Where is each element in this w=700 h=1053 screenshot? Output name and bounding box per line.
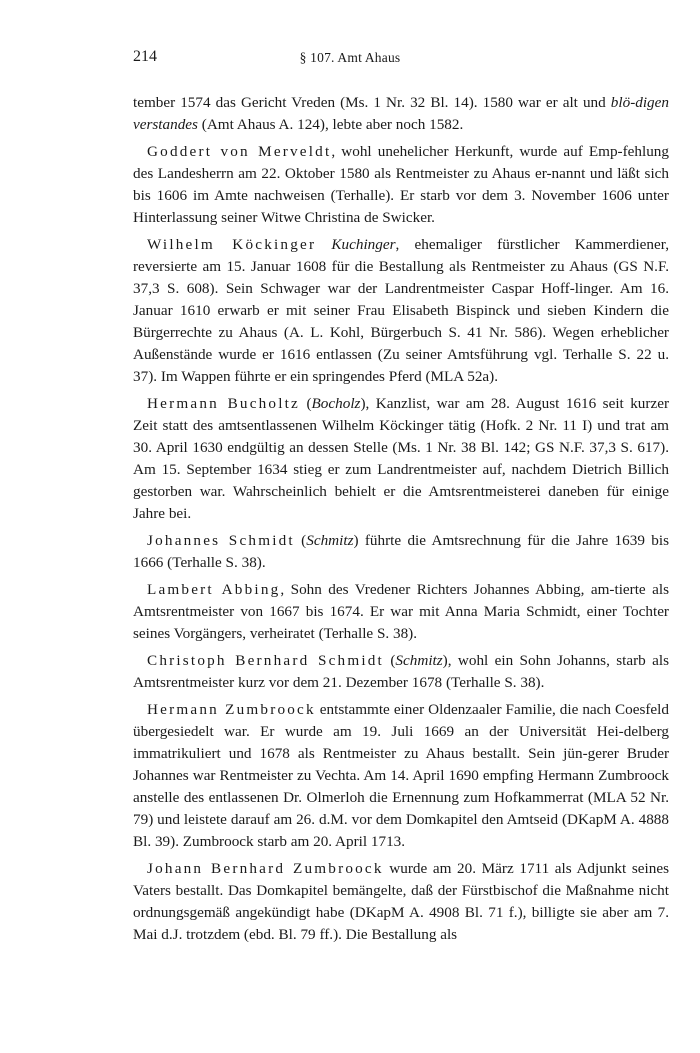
paragraph — [133, 579, 669, 645]
paragraph — [133, 393, 669, 525]
person-name: Hermann Zumbroock — [147, 701, 316, 718]
paragraph — [133, 858, 669, 946]
person-name: Wilhelm Köckinger — [147, 236, 317, 253]
text-run: ), Kanzlist, war am 28. August 1616 seit kurzer Zeit statt des amtsentlassenen Wilhelm Köckinger tätig (Hofk. 2 Nr. 11 I) und trat am 30. April 1630 endgültig an dessen Stelle (Ms. 1 Nr. 38 Bl. 142; GS N.F. 37,3 S. 617). Am 15. September 1634 stieg er zum Landrentmeister auf, nachdem Dietrich Billich gestorben war. Wahrscheinlich behielt er die Amtsrentmeisterei daneben für einige Jahre bei. — [133, 395, 670, 522]
italic-term: Schmitz — [306, 532, 354, 549]
paragraph — [133, 650, 669, 694]
text-run: ( — [300, 395, 312, 412]
person-name: Lambert Abbing — [147, 581, 281, 598]
person-name: Hermann Bucholtz — [147, 395, 300, 412]
text-run: ( — [294, 532, 307, 549]
text-run: ), wohl ein Sohn Johanns, starb als Amtsrentmeister kurz vor dem 21. Dezember 1678 (Terhalle S. 38). — [133, 652, 670, 691]
text-run: tember 1574 das Gericht Vreden (Ms. 1 Nr. 32 Bl. 14). 1580 war er alt und — [133, 94, 611, 111]
person-name: Christoph Bernhard Schmidt — [147, 652, 384, 669]
text-run: ) führte die Amtsrechnung für die Jahre 1639 bis 1666 (Terhalle S. 38). — [133, 532, 669, 571]
page-number: 214 — [133, 48, 157, 65]
running-head: § 107. Amt Ahaus — [299, 50, 401, 65]
person-name: Goddert von Merveldt — [147, 143, 332, 160]
text-run: (Amt Ahaus A. 124), lebte aber noch 1582. — [197, 116, 464, 133]
text-run: , wohl unehelicher Herkunft, wurde auf Emp-fehlung des Landesherrn am 22. Oktober 1580 als Rentmeister zu Ahaus er-nannt und läßt sich bis 1606 im Amte nachweisen (Terhalle). Er starb vor dem 3. November 1606 unter Hinterlassung seiner Witwe Christina de Swicker. — [133, 143, 669, 226]
text-run: ( — [383, 652, 396, 669]
italic-term: Schmitz — [395, 652, 443, 669]
text-run: wurde am 20. März 1711 als Adjunkt seines Vaters bestallt. Das Domkapitel bemängelte, daß der Fürstbischof die Maßnahme nicht ordnungsgemäß angekündigt habe (DKapM A. 4908 Bl. 71 f.), billigte sie aber am 7. Mai d.J. trotzdem (ebd. Bl. 79 ff.). Die Bestallung als — [133, 860, 669, 943]
italic-term: blö-digen verstandes — [133, 94, 669, 133]
paragraph — [133, 92, 669, 136]
paragraph — [133, 141, 669, 229]
italic-term: Kuchinger — [331, 236, 396, 253]
text-run: , ehemaliger fürstlicher Kammerdiener, reversierte am 15. Januar 1608 für die Bestallung als Rentmeister zu Ahaus (GS N.F. 37,3 S. 608). Sein Schwager war der Landrentmeister Caspar Hoff-linger. Am 16. Januar 1610 erwarb er mit seiner Frau Elisabeth Bispinck und sieben Kindern die Bürgerrechte zu Ahaus (A. L. Kohl, Bürgerbuch S. 41 Nr. 586). Wegen erheblicher Außenstände wurde er 1616 entlassen (Zu seiner Amtsführung vgl. Terhalle S. 22 u. 37). Im Wappen führte er ein springendes Pferd (MLA 52a). — [133, 236, 669, 385]
paragraph — [133, 530, 669, 574]
page-header — [133, 48, 567, 72]
italic-term: Bocholz — [311, 395, 361, 412]
text-run: , Sohn des Vredener Richters Johannes Abbing, am-tierte als Amtsrentmeister von 1667 bis 1674. Er war mit Anna Maria Schmidt, einer Tochter seines Vorgängers, verheiratet (Terhalle S. 38). — [133, 581, 669, 642]
person-name: Johann Bernhard Zumbroock — [147, 860, 384, 877]
text-run — [316, 236, 331, 253]
body-text — [133, 92, 669, 951]
paragraph — [133, 234, 669, 388]
person-name: Johannes Schmidt — [147, 532, 295, 549]
text-run: entstammte einer Oldenzaaler Familie, die nach Coesfeld übergesiedelt war. Er wurde am 19. Juli 1669 an der Universität Hei-delberg immatrikuliert und 1678 als Rentmeister zu Ahaus bestallt. Sein jün-gerer Bruder Johannes war Rentmeister zu Vechta. Am 14. April 1690 empfing Hermann Zumbroock anstelle des entlassenen Dr. Olmerloh die Ernennung zum Hofkammerrat (MLA 52 Nr. 79) und leistete darauf am 26. d.M. vor dem Domkapitel den Amtseid (DKapM A. 4888 Bl. 39). Zumbroock starb am 20. April 1713. — [133, 701, 669, 850]
paragraph — [133, 699, 669, 853]
